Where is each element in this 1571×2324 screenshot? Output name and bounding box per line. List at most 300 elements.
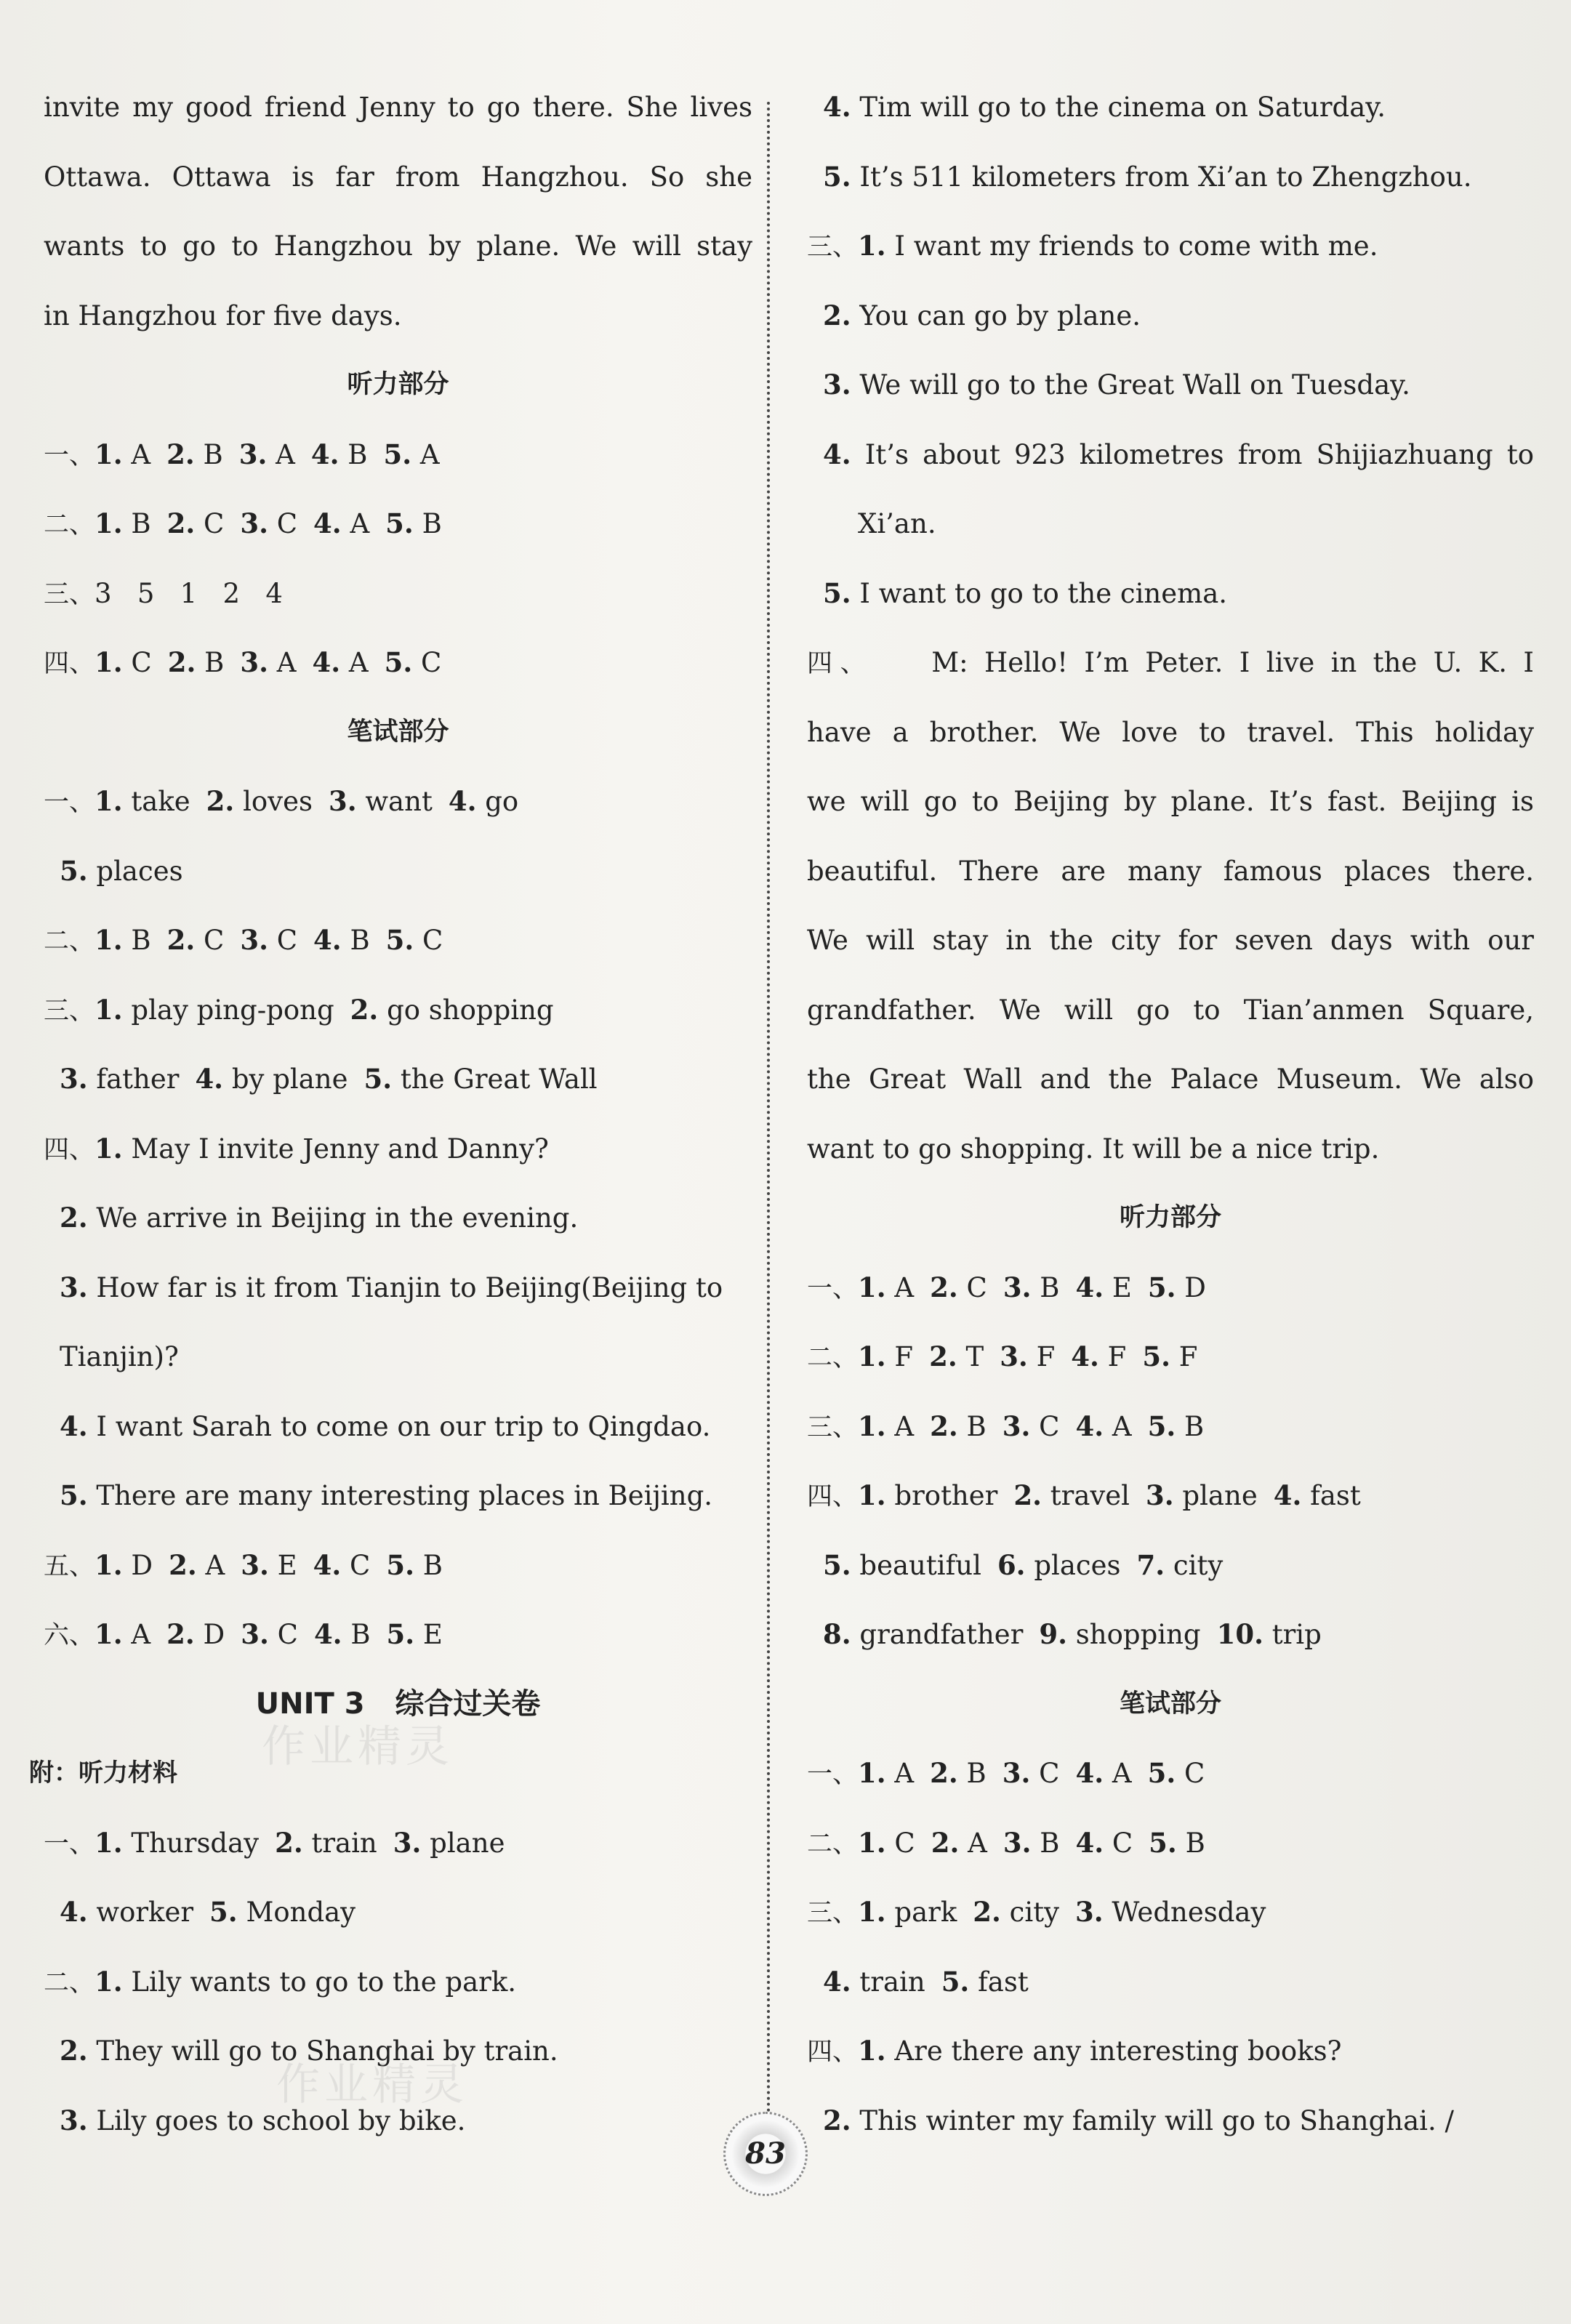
answer-item: [350, 976, 554, 1045]
written-section-title: 笔试部分: [347, 717, 449, 747]
answer-item: [1075, 1392, 1131, 1462]
sentence-text: I want to go to the cinema.: [851, 577, 1228, 609]
answer-value: E: [1104, 1271, 1132, 1303]
question-number: 2.: [275, 1826, 303, 1859]
answer-item: [1039, 1600, 1200, 1670]
question-number: 5.: [823, 576, 851, 609]
answer-item: [60, 1878, 193, 1947]
question-number: 4.: [823, 91, 851, 123]
answer-item: [929, 1322, 984, 1392]
question-number: 1.: [858, 1410, 886, 1442]
sentence-text: We will go to the Great Wall on Tuesday.: [851, 369, 1410, 401]
answer-item: [858, 1322, 913, 1392]
listening-section-title: 听力部分: [1119, 1203, 1221, 1232]
answer-item: [60, 1045, 179, 1114]
sentence-text: I want Sarah to come on our trip to Qingdao.: [87, 1410, 711, 1442]
answer-value: C: [1030, 1410, 1060, 1442]
answer-value: B: [414, 1549, 443, 1581]
answer-item: [167, 906, 225, 976]
answer-item: [973, 1878, 1059, 1947]
question-group-tag: 三、: [807, 1412, 859, 1442]
answer-value: A: [885, 1758, 915, 1789]
question-number: 2.: [823, 299, 851, 331]
sentence-text: I want my friends to come with me.: [885, 230, 1378, 262]
answer-value: want: [356, 786, 433, 817]
answer-item: [858, 1461, 997, 1531]
answer-row: [44, 1809, 752, 1878]
question-group-tag: 六、: [44, 1621, 95, 1650]
answer-row: [807, 1739, 1534, 1809]
answer-row: [807, 1600, 1534, 1670]
answer-value: D: [122, 1549, 153, 1581]
answer-value: go shopping: [378, 994, 554, 1026]
answer-item: [311, 420, 368, 490]
answer-value: take: [122, 786, 190, 817]
question-number: 3.: [1002, 1410, 1031, 1442]
sentence-row: [807, 142, 1534, 212]
answer-value: A: [267, 438, 295, 470]
answer-item: [383, 420, 439, 490]
answer-item: [823, 1947, 925, 2017]
answer-value: F: [885, 1341, 914, 1372]
answer-item: [95, 906, 151, 976]
question-group-tag: 一、: [44, 441, 95, 470]
answer-value: A: [411, 438, 440, 470]
answer-value: plane: [421, 1827, 505, 1859]
answer-row: [44, 1045, 752, 1114]
answer-item: [1142, 1322, 1197, 1392]
question-number: 5.: [363, 1063, 393, 1095]
answer-item: [385, 489, 442, 559]
question-number: 3.: [1146, 1479, 1174, 1511]
answer-row: [807, 1392, 1534, 1462]
answer-value: B: [122, 925, 151, 956]
answer-row: [807, 1461, 1534, 1531]
answer-item: [329, 767, 433, 837]
question-number: 3.: [1003, 1271, 1032, 1303]
listening-section-title: 听力部分: [347, 370, 449, 399]
answer-value: B: [196, 647, 225, 678]
question-number: 4.: [1075, 1757, 1104, 1789]
answer-value: C: [341, 1549, 371, 1581]
answer-item: [997, 1531, 1121, 1601]
answer-item: [1146, 1461, 1258, 1531]
left-column: [29, 73, 752, 2155]
question-number: 2.: [206, 785, 235, 817]
answer-row: [807, 1947, 1534, 2017]
answer-item: [1000, 1322, 1055, 1392]
answer-value: B: [1176, 1827, 1205, 1859]
question-number: 4.: [60, 1410, 88, 1442]
question-number: 5.: [60, 854, 88, 887]
answer-item: [858, 1392, 914, 1462]
sentence-row: [807, 559, 1534, 629]
question-number: 1.: [858, 1896, 886, 1928]
column-divider: [767, 102, 770, 2137]
answer-item: [167, 489, 225, 559]
question-number: 4.: [1075, 1410, 1104, 1442]
sentence-text: Lily wants to go to the park.: [122, 1966, 516, 1998]
question-number: 2.: [1013, 1479, 1042, 1511]
passage-line: we will go to Beijing by plane. It’s fast. Beijing is: [807, 786, 1534, 817]
answer-value: train: [851, 1966, 925, 1998]
answer-value: places: [1025, 1549, 1121, 1581]
sentence-row: [44, 1253, 752, 1323]
answer-value: E: [414, 1619, 443, 1650]
answer-item: [240, 906, 297, 976]
answer-item: [95, 628, 152, 698]
question-number: 4.: [1075, 1271, 1104, 1303]
answer-value: B: [1031, 1271, 1060, 1303]
answer-row: [44, 837, 752, 906]
answer-item: [240, 628, 296, 698]
question-group-tag: 四、: [44, 649, 95, 678]
answer-value: Wednesday: [1103, 1897, 1266, 1928]
answer-item: [823, 1531, 981, 1601]
answer-item: [95, 1600, 150, 1670]
answer-value: C: [1176, 1758, 1205, 1789]
answer-item: [240, 489, 297, 559]
question-number: 4.: [1071, 1340, 1099, 1372]
answer-value: B: [342, 1619, 371, 1650]
passage-line: the Great Wall and the Palace Museum. We also: [807, 1064, 1534, 1095]
question-group-tag: 二、: [807, 1829, 859, 1859]
intro-line: invite my good friend Jenny to go there. She lives: [44, 92, 752, 123]
answer-value: A: [196, 1549, 225, 1581]
answer-item: [314, 1600, 371, 1670]
intro-line: wants to go to Hangzhou by plane. We will stay: [44, 230, 752, 262]
question-number: 2.: [350, 993, 379, 1026]
answer-item: [930, 1739, 987, 1809]
answer-item: [931, 1809, 987, 1878]
answer-value: places: [87, 855, 183, 887]
sentence-row: [807, 350, 1534, 420]
sentence-row: [807, 281, 1534, 351]
question-number: 1.: [95, 993, 123, 1026]
answer-value: T: [957, 1341, 984, 1372]
answer-item: [195, 1045, 347, 1114]
question-number: 1.: [95, 1132, 123, 1165]
answer-value: A: [268, 647, 297, 678]
answer-item: [241, 1600, 298, 1670]
sentence-text: It’s 511 kilometers from Xi’an to Zhengzhou.: [851, 161, 1472, 193]
answer-value: B: [1031, 1827, 1060, 1859]
page-number-badge: 83: [723, 2112, 808, 2196]
answer-value: A: [959, 1827, 987, 1859]
answer-value: B: [957, 1410, 987, 1442]
question-number: 4.: [60, 1896, 88, 1928]
question-number: 1.: [858, 1271, 886, 1303]
question-number: 5.: [1147, 1271, 1176, 1303]
answer-item: [169, 1531, 225, 1601]
answer-item: [95, 1531, 153, 1601]
answer-value: Thursday: [122, 1827, 260, 1859]
question-group-tag: 四、: [807, 649, 874, 678]
answer-value: D: [1176, 1271, 1206, 1303]
question-number: 2.: [166, 924, 196, 956]
intro-line: Ottawa. Ottawa is far from Hangzhou. So she: [44, 161, 752, 193]
answer-value: F: [1098, 1341, 1127, 1372]
answer-row: [44, 1531, 752, 1601]
question-number: 3.: [241, 1548, 269, 1581]
answer-item: [930, 1253, 987, 1323]
question-number: 2.: [931, 1826, 960, 1859]
intro-line: in Hangzhou for five days.: [44, 299, 402, 331]
passage-line: [807, 628, 1534, 698]
answer-item: [166, 1600, 225, 1670]
answer-item: [1071, 1322, 1126, 1392]
answer-item: [858, 1253, 914, 1323]
question-group-tag: 二、: [44, 510, 95, 539]
sentence-text: We arrive in Beijing in the evening.: [87, 1202, 579, 1234]
answer-value: play ping-pong: [122, 994, 334, 1026]
question-number: 2.: [930, 1757, 958, 1789]
question-number: 3.: [60, 2104, 88, 2136]
answer-value: A: [341, 508, 370, 539]
question-group-tag: 一、: [44, 1829, 95, 1859]
sentence-row: [807, 2086, 1534, 2156]
sentence-row: [807, 2017, 1534, 2086]
answer-value: E: [268, 1549, 297, 1581]
question-group-tag: 一、: [807, 1760, 859, 1789]
answer-value: A: [340, 647, 369, 678]
question-number: 2.: [930, 1271, 958, 1303]
answer-row: [807, 1531, 1534, 1601]
answer-value: plane: [1173, 1480, 1258, 1511]
question-number: 2.: [166, 1618, 195, 1650]
answer-value: loves: [234, 786, 313, 817]
question-number: 3.: [1000, 1340, 1028, 1372]
answer-value: C: [885, 1827, 915, 1859]
answer-value: B: [957, 1758, 987, 1789]
question-number: 3.: [240, 507, 268, 539]
answer-value: shopping: [1067, 1619, 1201, 1650]
question-group-tag: 一、: [44, 788, 95, 817]
question-number: 1.: [95, 1548, 123, 1581]
answer-row: [44, 1600, 752, 1670]
question-number: 5.: [1147, 1757, 1176, 1789]
sentence-row: [44, 1183, 752, 1253]
sentence-row: [807, 212, 1534, 281]
question-number: 4.: [313, 1618, 342, 1650]
question-number: 5.: [1142, 1340, 1170, 1372]
question-number: 1.: [95, 646, 123, 678]
question-number: 3.: [240, 646, 268, 678]
question-number: 1.: [95, 1965, 123, 1998]
question-group-tag: 四、: [807, 1482, 859, 1511]
question-number: 2.: [166, 507, 196, 539]
watermark: 作业精灵: [276, 2059, 468, 2110]
answer-item: [1137, 1531, 1224, 1601]
answer-row: [44, 976, 752, 1045]
answer-value: beautiful: [851, 1549, 981, 1581]
sentence-text: You can go by plane.: [851, 299, 1141, 331]
answer-item: [930, 1392, 987, 1462]
answer-value: A: [1104, 1758, 1132, 1789]
sentence-text: There are many interesting places in Beijing.: [87, 1480, 713, 1511]
answer-value: B: [1176, 1410, 1205, 1442]
answer-item: [95, 420, 150, 490]
sentence-row: [807, 420, 1534, 490]
question-group-tag: 一、: [807, 1274, 859, 1303]
question-number: 4.: [823, 438, 851, 470]
question-number: 2.: [60, 1202, 88, 1234]
answer-item: [1148, 1253, 1206, 1323]
sentence-row: [44, 1947, 752, 2017]
question-number: 5.: [386, 1548, 414, 1581]
question-number: 2.: [169, 1548, 197, 1581]
question-number: 3.: [393, 1826, 422, 1859]
answer-row: [44, 767, 752, 837]
answer-item: [941, 1947, 1029, 2017]
question-number: 5.: [823, 1548, 851, 1581]
question-number: 1.: [858, 1340, 886, 1372]
answer-value: grandfather: [851, 1619, 1024, 1650]
answer-row: [44, 628, 752, 698]
sentence-text: Lily goes to school by bike.: [87, 2104, 466, 2136]
question-number: 2.: [60, 2035, 88, 2067]
answer-value: C: [412, 647, 442, 678]
answer-value: brother: [885, 1480, 998, 1511]
answer-item: [168, 628, 225, 698]
answer-item: [449, 767, 518, 837]
question-number: 2.: [930, 1410, 958, 1442]
question-number: 3.: [823, 369, 851, 401]
question-number: 3.: [1002, 1757, 1031, 1789]
answer-item: [95, 1809, 259, 1878]
answer-value: C: [414, 925, 443, 956]
answer-value: city: [1165, 1549, 1224, 1581]
question-group-tag: 四、: [44, 1135, 95, 1165]
answer-value: A: [122, 438, 151, 470]
answer-item: [1148, 1739, 1205, 1809]
question-number: 4.: [312, 646, 341, 678]
question-number: 4.: [1075, 1826, 1104, 1859]
answer-value: A: [885, 1410, 915, 1442]
question-number: 1.: [858, 1757, 886, 1789]
answer-value: worker: [87, 1897, 194, 1928]
answer-item: [1075, 1809, 1133, 1878]
passage-text: M: Hello! I’m Peter. I live in the U. K. I: [931, 647, 1534, 678]
question-number: 4.: [310, 438, 339, 470]
answer-value: C: [957, 1271, 987, 1303]
question-group-tag: 三、: [807, 233, 859, 262]
answer-item: [1149, 1809, 1205, 1878]
question-group-tag: 三、: [44, 996, 95, 1026]
answer-value: B: [122, 508, 151, 539]
answer-row: [807, 1878, 1534, 1947]
answer-item: [275, 1809, 377, 1878]
answer-item: [166, 420, 223, 490]
answer-value: C: [268, 508, 298, 539]
question-group-tag: 五、: [44, 1551, 95, 1581]
answer-value: A: [122, 1619, 151, 1650]
question-number: 4.: [313, 924, 342, 956]
answer-value: B: [339, 438, 368, 470]
written-section-title: 笔试部分: [1119, 1689, 1221, 1718]
sentence-continuation: Xi’an.: [858, 508, 936, 539]
passage-line: beautiful. There are many famous places there.: [807, 855, 1534, 887]
question-number: 3.: [60, 1063, 88, 1095]
question-number: 2.: [166, 438, 195, 470]
question-number: 5.: [1147, 1410, 1176, 1442]
question-number: 10.: [1216, 1618, 1263, 1650]
sentence-continuation: Tianjin)?: [60, 1341, 179, 1372]
answer-value: by plane: [223, 1064, 348, 1095]
answer-row: [807, 1253, 1534, 1323]
question-number: 3.: [328, 785, 357, 817]
question-number: 5.: [384, 646, 413, 678]
question-group-tag: 三、: [44, 579, 95, 609]
question-number: 5.: [385, 924, 414, 956]
question-number: 4.: [313, 507, 342, 539]
question-number: 2.: [929, 1340, 957, 1372]
answer-value: B: [413, 508, 442, 539]
question-number: 6.: [997, 1548, 1026, 1581]
answer-item: [386, 906, 443, 976]
question-number: 2.: [973, 1896, 1001, 1928]
sentence-text: Are there any interesting books?: [885, 2035, 1342, 2067]
question-number: 1.: [95, 785, 123, 817]
sentence-row: [44, 1461, 752, 1531]
question-number: 3.: [240, 924, 268, 956]
answer-item: [386, 1531, 443, 1601]
answer-row: [44, 559, 752, 629]
answer-value: C: [1030, 1758, 1060, 1789]
question-number: 4.: [313, 1548, 342, 1581]
question-group-tag: 二、: [807, 1343, 859, 1372]
answer-value: D: [194, 1619, 225, 1650]
answer-value: F: [1170, 1341, 1198, 1372]
question-number: 1.: [95, 507, 123, 539]
question-number: 2.: [167, 646, 196, 678]
answer-value: father: [87, 1064, 180, 1095]
question-group-tag: 二、: [44, 927, 95, 956]
passage-line: want to go shopping. It will be a nice trip.: [807, 1133, 1380, 1165]
question-number: 4.: [195, 1063, 224, 1095]
answer-value: go: [476, 786, 519, 817]
answer-value: fast: [969, 1966, 1029, 1998]
passage-line: grandfather. We will go to Tian’anmen Square,: [807, 994, 1534, 1026]
question-number: 5.: [823, 160, 851, 193]
answer-item: [241, 1531, 297, 1601]
question-number: 5.: [209, 1896, 238, 1928]
answer-value: the Great Wall: [392, 1064, 598, 1095]
watermark: 作业精灵: [262, 1721, 454, 1772]
question-number: 3.: [238, 438, 268, 470]
answer-item: [313, 1531, 371, 1601]
answer-item: [209, 1878, 355, 1947]
sentence-text: It’s about 923 kilometres from Shijiazhuang to: [851, 438, 1534, 470]
answer-value: A: [1104, 1410, 1132, 1442]
question-number: 1.: [95, 1826, 123, 1859]
answer-value: train: [302, 1827, 377, 1859]
answer-item: [823, 1600, 1023, 1670]
answer-item: [313, 489, 369, 559]
answer-value: C: [195, 925, 225, 956]
sentence-text: They will go to Shanghai by train.: [87, 2035, 558, 2067]
answer-value: travel: [1042, 1480, 1130, 1511]
answer-item: [95, 767, 190, 837]
answer-item: [1075, 1878, 1266, 1947]
question-number: 1.: [95, 924, 123, 956]
right-column: [807, 73, 1534, 2155]
answer-item: [385, 628, 442, 698]
question-group-tag: 四、: [807, 2038, 859, 2067]
answer-item: [858, 1809, 915, 1878]
answer-row: [44, 906, 752, 976]
question-group-tag: 三、: [807, 1899, 859, 1928]
